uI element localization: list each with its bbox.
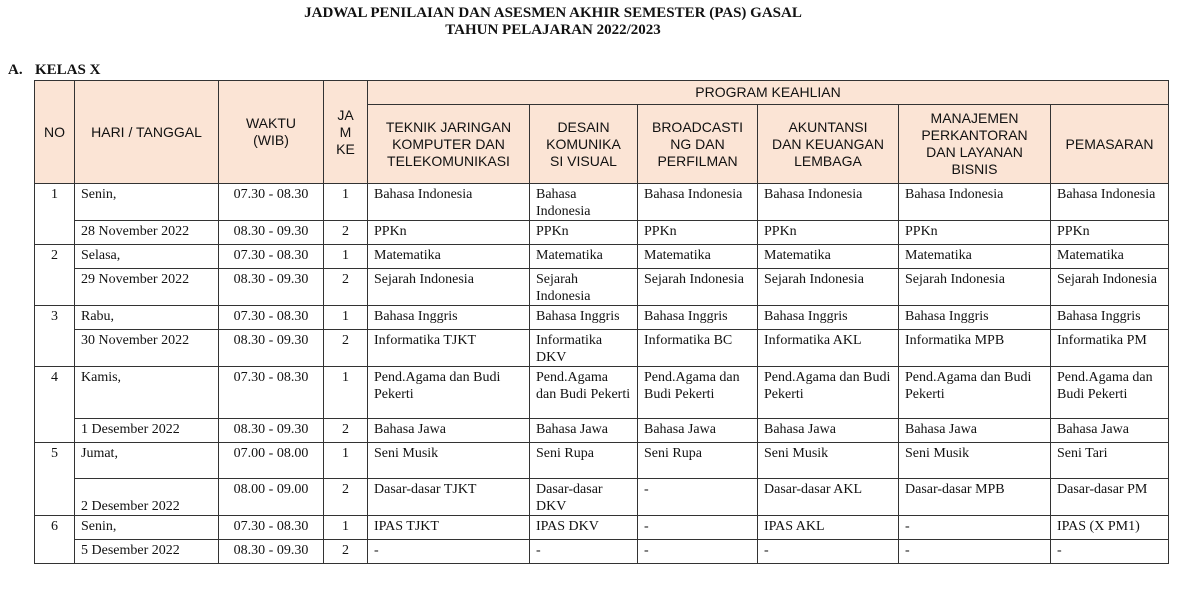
program-name-line2: NG DAN — [670, 135, 725, 152]
exam-date: 29 November 2022 — [75, 269, 219, 306]
subject-akl: Bahasa Inggris — [758, 306, 899, 330]
header-time-line2: (WIB) — [253, 132, 289, 148]
subject-pm: Bahasa Jawa — [1051, 419, 1169, 443]
day-name: Selasa, — [75, 245, 219, 269]
exam-time: 08.30 - 09.30 — [219, 221, 324, 245]
subject-dkv: Matematika — [530, 245, 638, 269]
subject-mpb: Pend.Agama dan Budi Pekerti — [899, 367, 1051, 419]
subject-bc: - — [638, 516, 758, 540]
session-number: 2 — [324, 479, 368, 516]
subject-mpb: Dasar-dasar MPB — [899, 479, 1051, 516]
section-heading — [8, 62, 100, 79]
day-name: Kamis, — [75, 367, 219, 419]
program-name-line1: PEMASARAN — [1065, 135, 1154, 152]
subject-akl: PPKn — [758, 221, 899, 245]
subject-akl: Informatika AKL — [758, 330, 899, 367]
program-name-line3: TELEKOMUNIKASI — [387, 152, 510, 169]
program-name-line1: TEKNIK JARINGAN — [385, 118, 512, 135]
subject-pm: Informatika PM — [1051, 330, 1169, 367]
subject-akl: Pend.Agama dan Budi Pekerti — [758, 367, 899, 419]
session-number: 2 — [324, 540, 368, 564]
subject-dkv: Pend.Agama dan Budi Pekerti — [530, 367, 638, 419]
subject-pm: Bahasa Inggris — [1051, 306, 1169, 330]
table-row — [35, 221, 1169, 245]
exam-time: 07.30 - 08.30 — [219, 516, 324, 540]
subject-akl: Bahasa Jawa — [758, 419, 899, 443]
exam-time: 07.30 - 08.30 — [219, 367, 324, 419]
subject-pm: - — [1051, 540, 1169, 564]
subject-pm: Matematika — [1051, 245, 1169, 269]
subject-tjkt: Bahasa Jawa — [368, 419, 530, 443]
subject-pm: Bahasa Indonesia — [1051, 184, 1169, 221]
subject-akl: IPAS AKL — [758, 516, 899, 540]
session-number: 2 — [324, 330, 368, 367]
header-time-line1: WAKTU — [245, 115, 297, 131]
exam-time: 08.30 - 09.30 — [219, 540, 324, 564]
program-name-line3: SI VISUAL — [550, 152, 617, 169]
table-row — [35, 269, 1169, 306]
subject-dkv: Informatika DKV — [530, 330, 638, 367]
session-number: 1 — [324, 443, 368, 479]
exam-time: 07.30 - 08.30 — [219, 245, 324, 269]
subject-bc: Informatika BC — [638, 330, 758, 367]
exam-schedule-table — [34, 80, 1169, 564]
subject-pm: Dasar-dasar PM — [1051, 479, 1169, 516]
subject-bc: Sejarah Indonesia — [638, 269, 758, 306]
subject-bc: Bahasa Indonesia — [638, 184, 758, 221]
table-row — [35, 367, 1169, 419]
table-row — [35, 245, 1169, 269]
subject-mpb: Bahasa Inggris — [899, 306, 1051, 330]
exam-time: 08.30 - 09.30 — [219, 419, 324, 443]
header-jam-line2: M — [339, 123, 352, 140]
program-name-line2: PERKANTORAN — [921, 127, 1028, 143]
exam-time: 07.30 - 08.30 — [219, 184, 324, 221]
session-number: 1 — [324, 516, 368, 540]
header-program-pm — [1051, 105, 1169, 184]
session-number: 1 — [324, 306, 368, 330]
subject-akl: Seni Musik — [758, 443, 899, 479]
section-number: A. — [8, 62, 23, 78]
day-name: Senin, — [75, 516, 219, 540]
subject-tjkt: - — [368, 540, 530, 564]
program-name-line1: MANAJEMEN — [930, 110, 1019, 126]
exam-date: 30 November 2022 — [75, 330, 219, 367]
subject-dkv: Dasar-dasar DKV — [530, 479, 638, 516]
subject-bc: Bahasa Inggris — [638, 306, 758, 330]
table-row — [35, 330, 1169, 367]
table-row — [35, 419, 1169, 443]
header-jam-line1: JA — [337, 106, 354, 123]
subject-tjkt: Seni Musik — [368, 443, 530, 479]
session-number: 2 — [324, 419, 368, 443]
program-name-line1: BROADCASTI — [651, 118, 743, 135]
header-program-akl — [758, 105, 899, 184]
day-name: Senin, — [75, 184, 219, 221]
subject-dkv: Seni Rupa — [530, 443, 638, 479]
subject-bc: Pend.Agama dan Budi Pekerti — [638, 367, 758, 419]
row-number: 5 — [35, 443, 75, 516]
table-row — [35, 184, 1169, 221]
subject-dkv: - — [530, 540, 638, 564]
document-subtitle: TAHUN PELAJARAN 2022/2023 — [445, 22, 661, 38]
exam-time: 07.30 - 08.30 — [219, 306, 324, 330]
exam-time: 08.30 - 09.30 — [219, 269, 324, 306]
subject-tjkt: Matematika — [368, 245, 530, 269]
subject-mpb: - — [899, 516, 1051, 540]
program-name-line2: KOMPUTER DAN — [392, 135, 505, 152]
subject-pm: IPAS (X PM1) — [1051, 516, 1169, 540]
subject-mpb: Bahasa Indonesia — [899, 184, 1051, 221]
document-title: JADWAL PENILAIAN DAN ASESMEN AKHIR SEMESTER (PAS) GASAL — [304, 5, 802, 21]
header-no: NO — [35, 81, 75, 184]
header-program-tjkt — [368, 105, 530, 184]
subject-dkv: Bahasa Indonesia — [530, 184, 638, 221]
row-number: 1 — [35, 184, 75, 245]
program-name-line4: BISNIS — [951, 161, 998, 177]
subject-pm: PPKn — [1051, 221, 1169, 245]
subject-pm: Seni Tari — [1051, 443, 1169, 479]
table-row — [35, 306, 1169, 330]
program-name-line1: AKUNTANSI — [788, 118, 868, 135]
program-name-line2: DAN KEUANGAN — [771, 135, 885, 152]
table-row — [35, 479, 1169, 516]
subject-tjkt: Bahasa Inggris — [368, 306, 530, 330]
subject-mpb: Matematika — [899, 245, 1051, 269]
header-jam-line3: KE — [336, 140, 355, 157]
subject-dkv: PPKn — [530, 221, 638, 245]
session-number: 2 — [324, 269, 368, 306]
subject-mpb: Sejarah Indonesia — [899, 269, 1051, 306]
subject-akl: Matematika — [758, 245, 899, 269]
subject-bc: Bahasa Jawa — [638, 419, 758, 443]
session-number: 1 — [324, 184, 368, 221]
subject-mpb: Bahasa Jawa — [899, 419, 1051, 443]
subject-tjkt: Bahasa Indonesia — [368, 184, 530, 221]
exam-date: 5 Desember 2022 — [75, 540, 219, 564]
subject-tjkt: Dasar-dasar TJKT — [368, 479, 530, 516]
subject-mpb: - — [899, 540, 1051, 564]
subject-mpb: PPKn — [899, 221, 1051, 245]
subject-bc: - — [638, 479, 758, 516]
session-number: 1 — [324, 367, 368, 419]
subject-akl: - — [758, 540, 899, 564]
day-name: Rabu, — [75, 306, 219, 330]
row-number: 4 — [35, 367, 75, 443]
row-number: 2 — [35, 245, 75, 306]
session-number: 1 — [324, 245, 368, 269]
subject-dkv: Bahasa Inggris — [530, 306, 638, 330]
subject-akl: Sejarah Indonesia — [758, 269, 899, 306]
subject-dkv: Bahasa Jawa — [530, 419, 638, 443]
header-program-keahlian: PROGRAM KEAHLIAN — [368, 81, 1169, 105]
subject-mpb: Informatika MPB — [899, 330, 1051, 367]
subject-akl: Dasar-dasar AKL — [758, 479, 899, 516]
exam-time: 08.30 - 09.30 — [219, 330, 324, 367]
subject-dkv: Sejarah Indonesia — [530, 269, 638, 306]
program-name-line2: KOMUNIKA — [546, 135, 621, 152]
table-row — [35, 516, 1169, 540]
program-name-line3: DAN LAYANAN — [926, 144, 1023, 160]
session-number: 2 — [324, 221, 368, 245]
exam-time: 07.00 - 08.00 — [219, 443, 324, 479]
header-program-dkv — [530, 105, 638, 184]
subject-pm: Pend.Agama dan Budi Pekerti — [1051, 367, 1169, 419]
subject-mpb: Seni Musik — [899, 443, 1051, 479]
subject-tjkt: Sejarah Indonesia — [368, 269, 530, 306]
header-time — [219, 81, 324, 184]
table-row — [35, 443, 1169, 479]
section-label: KELAS X — [35, 62, 101, 78]
exam-date: 1 Desember 2022 — [75, 419, 219, 443]
exam-date: 28 November 2022 — [75, 221, 219, 245]
header-day-date: HARI / TANGGAL — [75, 81, 219, 184]
subject-bc: Matematika — [638, 245, 758, 269]
subject-bc: PPKn — [638, 221, 758, 245]
program-name-line1: DESAIN — [557, 118, 610, 135]
program-name-line3: LEMBAGA — [794, 152, 862, 169]
exam-date: 2 Desember 2022 — [75, 479, 219, 516]
subject-dkv: IPAS DKV — [530, 516, 638, 540]
program-name-line3: PERFILMAN — [657, 152, 738, 169]
exam-time: 08.00 - 09.00 — [219, 479, 324, 516]
header-program-mpb — [899, 105, 1051, 184]
subject-tjkt: PPKn — [368, 221, 530, 245]
subject-tjkt: Informatika TJKT — [368, 330, 530, 367]
table-row — [35, 540, 1169, 564]
row-number: 6 — [35, 516, 75, 564]
subject-bc: Seni Rupa — [638, 443, 758, 479]
header-program-bc — [638, 105, 758, 184]
header-jam-ke — [324, 81, 368, 184]
subject-pm: Sejarah Indonesia — [1051, 269, 1169, 306]
subject-tjkt: Pend.Agama dan Budi Pekerti — [368, 367, 530, 419]
row-number: 3 — [35, 306, 75, 367]
subject-tjkt: IPAS TJKT — [368, 516, 530, 540]
day-name: Jumat, — [75, 443, 219, 479]
subject-akl: Bahasa Indonesia — [758, 184, 899, 221]
subject-bc: - — [638, 540, 758, 564]
